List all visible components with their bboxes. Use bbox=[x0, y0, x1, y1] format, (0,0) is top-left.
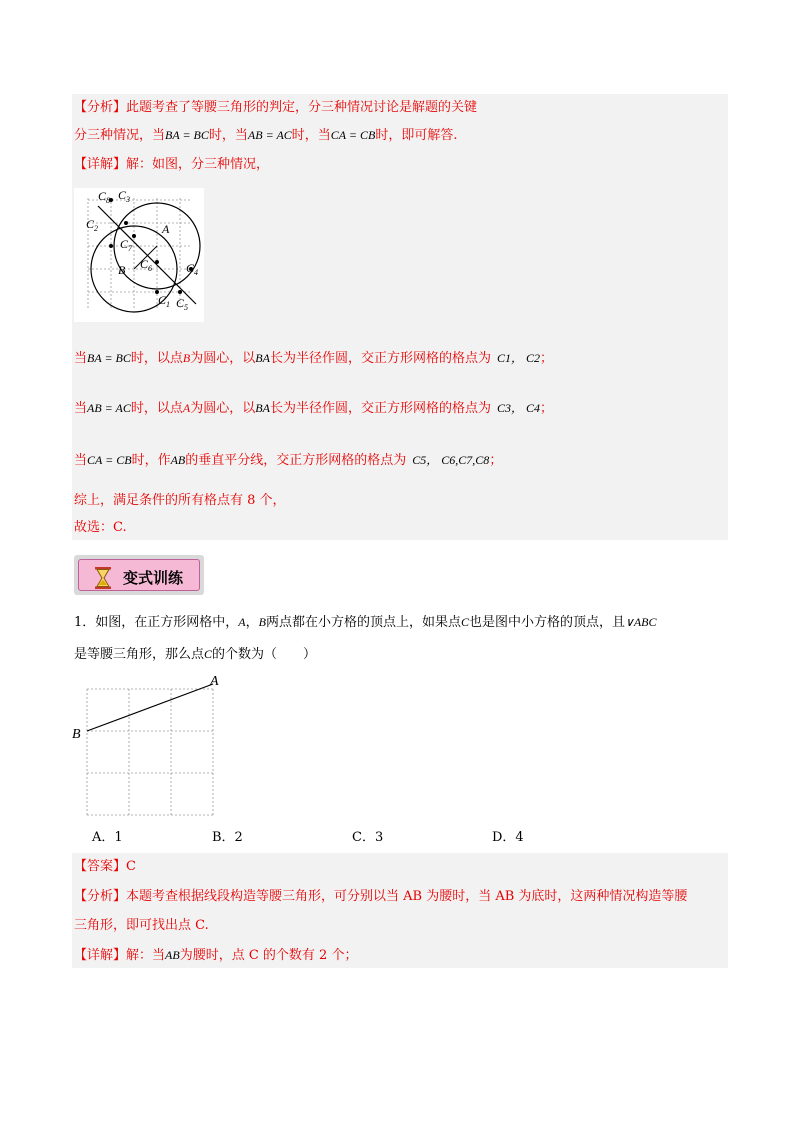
banner-panel bbox=[78, 559, 200, 591]
solution-analysis-line-1 bbox=[74, 888, 687, 906]
case1-math-3: BA bbox=[255, 351, 270, 365]
case3-math-1: CA = CB bbox=[87, 453, 132, 467]
case1-math-4: C1， C2 bbox=[496, 351, 540, 365]
question-text-4: 是等腰三角形，那么点 bbox=[74, 647, 205, 662]
example-figure bbox=[74, 188, 204, 322]
label-c3: $C_3$ bbox=[118, 188, 131, 204]
example-cases-line bbox=[74, 126, 458, 145]
label-c5: $C_5$ bbox=[176, 296, 189, 312]
case1-text-2: 时，以点 bbox=[130, 351, 183, 366]
label-a: A bbox=[162, 222, 170, 236]
case2-text-3: 为圆心，以 bbox=[190, 401, 256, 416]
cases-text-4: 时，即可解答. bbox=[375, 128, 458, 143]
cases-text-3: 时，当 bbox=[291, 128, 331, 143]
case3-text-3: 的垂直平分线，交正方形网格的格点为 bbox=[185, 453, 407, 468]
case2-math-4: C3， C4 bbox=[496, 401, 540, 415]
solution-detail-line bbox=[74, 946, 357, 965]
example-detail-line bbox=[74, 156, 269, 174]
case2-text-2: 时，以点 bbox=[130, 401, 183, 416]
question-figure bbox=[70, 672, 230, 822]
answer-value: C bbox=[126, 859, 136, 874]
cases-math-3: CA = CB bbox=[330, 128, 376, 142]
example-analysis-line bbox=[74, 99, 477, 117]
question-line-1 bbox=[74, 613, 656, 632]
analysis-text: 此题考查了等腰三角形的判定，分三种情况讨论是解题的关键 bbox=[126, 100, 478, 115]
case3-text-1: 当 bbox=[74, 453, 88, 468]
question-text-5: 的个数为（ ） bbox=[212, 647, 317, 662]
answer-line bbox=[74, 858, 136, 876]
case2-text-5: ； bbox=[539, 401, 553, 416]
summary-line: 综上，满足条件的所有格点有 8 个， bbox=[74, 493, 286, 508]
case1-math-1: BA = BC bbox=[87, 351, 131, 365]
analysis-tag: 【分析】 bbox=[74, 100, 127, 115]
question-triangle: ∨ABC bbox=[625, 615, 657, 629]
solution-detail-math: AB bbox=[165, 948, 180, 962]
label-b: B bbox=[72, 727, 81, 742]
question-point-c: C bbox=[461, 615, 470, 629]
cases-text-1: 分三种情况，当 bbox=[74, 128, 166, 143]
case2-text-4: 长为半径作圆，交正方形网格的格点为 bbox=[269, 401, 491, 416]
solution-analysis-text-1: 本题考查根据线段构造等腰三角形，可分别以当 AB 为腰时，当 AB 为底时，这两种情况构造等腰 bbox=[126, 889, 688, 904]
case2-text-1: 当 bbox=[74, 401, 88, 416]
choice-line: 故选：C. bbox=[74, 520, 127, 535]
case3-math-3: C5， C6,C7,C8 bbox=[412, 453, 490, 467]
case1-text-5: ； bbox=[539, 351, 553, 366]
question-sep: ， bbox=[245, 615, 259, 630]
solution-detail-text-1: 解：当 bbox=[126, 948, 166, 963]
question-point-b: B bbox=[258, 615, 266, 629]
case1-text-3: 为圆心，以 bbox=[190, 351, 256, 366]
answer-options bbox=[92, 829, 592, 847]
option-a[interactable]: A．1 bbox=[92, 830, 123, 845]
option-d[interactable]: D．4 bbox=[492, 830, 524, 845]
cases-math-2: AB = AC bbox=[247, 128, 292, 142]
solution-detail-tag: 【详解】 bbox=[74, 948, 127, 963]
variant-training-banner bbox=[74, 555, 204, 595]
label-c1: $C_1$ bbox=[158, 293, 171, 309]
case3-line bbox=[74, 451, 502, 470]
label-a: A bbox=[210, 674, 219, 689]
question-point-c-2: C bbox=[204, 647, 213, 661]
case3-math-2: AB bbox=[170, 453, 186, 467]
label-c2: $C_2$ bbox=[86, 217, 99, 233]
segment-ab bbox=[87, 684, 213, 731]
option-c[interactable]: C．3 bbox=[352, 830, 384, 845]
case1-math-2: B bbox=[182, 351, 191, 365]
case3-text-4: ； bbox=[489, 453, 503, 468]
question-point-a: A bbox=[238, 615, 246, 629]
label-b: B bbox=[118, 263, 126, 277]
question-text-3: 也是图中小方格的顶点，且 bbox=[469, 615, 626, 630]
case1-text-4: 长为半径作圆，交正方形网格的格点为 bbox=[269, 351, 491, 366]
cases-math-1: BA = BC bbox=[165, 128, 209, 142]
question-text-1: 1．如图，在正方形网格中， bbox=[74, 615, 239, 630]
question-text-2: 两点都在小方格的顶点上，如果点 bbox=[265, 615, 461, 630]
banner-title: 变式训练 bbox=[123, 569, 184, 587]
label-c7: $C_7$ bbox=[120, 237, 133, 253]
solution-analysis-line-2: 三角形，即可找出点 C. bbox=[74, 918, 209, 933]
cases-text-2: 时，当 bbox=[208, 128, 248, 143]
answer-tag: 【答案】 bbox=[74, 859, 127, 874]
case2-math-2: A bbox=[182, 401, 191, 415]
hourglass-icon bbox=[93, 566, 113, 590]
case2-line bbox=[74, 399, 553, 418]
question-line-2 bbox=[74, 645, 316, 664]
label-c8: $C_8$ bbox=[98, 189, 111, 205]
label-c4: $C_4$ bbox=[186, 261, 199, 277]
case2-math-1: AB = AC bbox=[87, 401, 131, 415]
case2-math-3: BA bbox=[255, 401, 270, 415]
solution-analysis-tag: 【分析】 bbox=[74, 889, 127, 904]
detail-tag: 【详解】 bbox=[74, 157, 127, 172]
detail-text: 解：如图，分三种情况， bbox=[126, 157, 270, 172]
option-b[interactable]: B．2 bbox=[212, 830, 243, 845]
case1-text-1: 当 bbox=[74, 351, 88, 366]
solution-detail-text-2: 为腰时，点 C 的个数有 2 个； bbox=[179, 948, 358, 963]
case3-text-2: 时，作 bbox=[131, 453, 171, 468]
label-c6: $C_6$ bbox=[140, 257, 153, 273]
case1-line bbox=[74, 349, 553, 368]
